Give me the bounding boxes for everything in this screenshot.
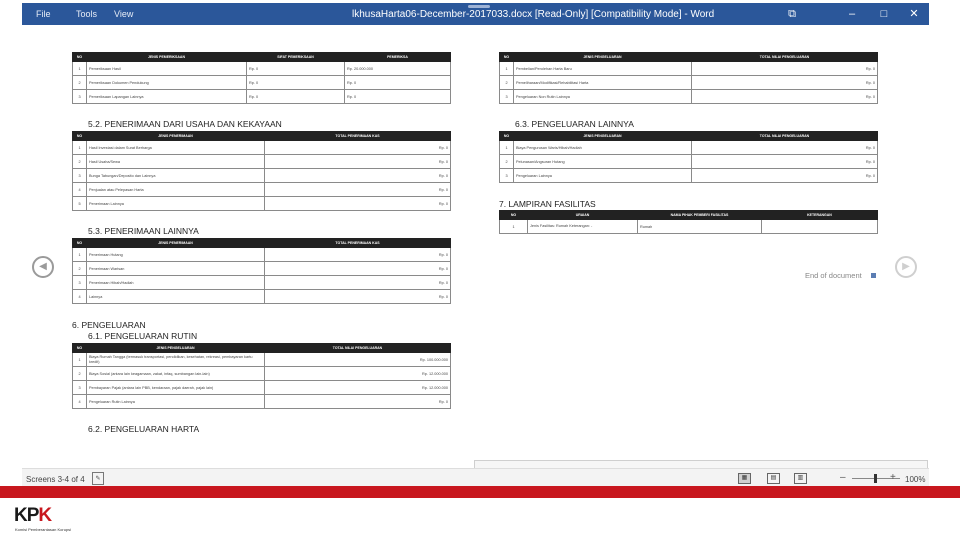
table-row xyxy=(500,155,878,169)
table-5-2 xyxy=(72,131,451,211)
table-cell: Biaya Pengurusan Waris/Hibah/Hadiah xyxy=(514,141,692,155)
table-cell: 5 xyxy=(73,197,87,211)
web-layout-view-button[interactable]: ▥ xyxy=(794,473,807,484)
table-cell: Rp. 20.000.000 xyxy=(345,62,451,76)
heading-6-2: 6.2. PENGELUARAN HARTA xyxy=(88,424,200,434)
table-row xyxy=(73,76,451,90)
table-cell: Rp. 0 xyxy=(345,76,451,90)
heading-6-1: 6.1. PENGELUARAN RUTIN xyxy=(88,331,198,341)
column-header: NO xyxy=(73,239,87,248)
zoom-level[interactable]: 100% xyxy=(905,475,926,484)
table-cell: 4 xyxy=(73,395,87,409)
print-layout-view-button[interactable]: ▤ xyxy=(767,473,780,484)
table-cell: 2 xyxy=(73,76,87,90)
column-header: NO xyxy=(500,132,514,141)
maximize-button[interactable]: □ xyxy=(880,8,888,20)
table-cell: 2 xyxy=(500,76,514,90)
document-view[interactable] xyxy=(22,25,929,458)
table-cell: Hasil Usaha/Sewa xyxy=(87,155,265,169)
column-header: JENIS PENGELUARAN xyxy=(87,344,265,353)
kpk-logo-subtitle: Komisi Pemberantasan Korupsi xyxy=(15,527,72,532)
table-cell: 1 xyxy=(73,141,87,155)
table-row xyxy=(73,290,451,304)
column-header: KETERANGAN xyxy=(762,211,878,220)
table-cell: 4 xyxy=(73,183,87,197)
heading-7: 7. LAMPIRAN FASILITAS xyxy=(499,199,596,209)
column-header: NO xyxy=(73,344,87,353)
table-header-row xyxy=(500,211,878,220)
document-title: lkhusaHarta06-December-2017033.docx [Read-Only] [Compatibility Mode] - Word xyxy=(352,9,715,20)
table-cell: Biaya Sosial (antara lain keagamaan, zakat, infaq, sumbangan lain-lain) xyxy=(87,367,265,381)
table-cell: Rp. 0 xyxy=(247,90,345,104)
column-header: SIFAT PEMERIKSAAN xyxy=(247,53,345,62)
column-header: NAMA PIHAK PEMBERI FASILITAS xyxy=(638,211,762,220)
table-pemeriksaan xyxy=(72,52,451,104)
table-cell: Rp. 0 xyxy=(692,62,878,76)
table-cell: Rp. 0 xyxy=(265,169,451,183)
zoom-slider-handle[interactable] xyxy=(874,474,877,483)
table-cell: 2 xyxy=(500,155,514,169)
menu-tools[interactable]: Tools xyxy=(76,9,98,19)
table-cell: Rp. 0 xyxy=(692,141,878,155)
table-row xyxy=(500,169,878,183)
table-cell: Penerimaan Lainnya xyxy=(87,197,265,211)
column-header: JENIS PENERIMAAN xyxy=(87,239,265,248)
table-cell: Penerimaan Warisan xyxy=(87,262,265,276)
table-cell: Rp. 0 xyxy=(265,141,451,155)
table-header-row xyxy=(500,53,878,62)
table-cell: Rp. 0 xyxy=(247,62,345,76)
heading-5-2: 5.2. PENERIMAAN DARI USAHA DAN KEKAYAAN xyxy=(88,119,282,129)
word-title-bar xyxy=(22,3,929,25)
column-header: JENIS PENGELUARAN xyxy=(514,132,692,141)
proofing-icon[interactable]: ✎ xyxy=(92,472,104,485)
table-cell: Pengeluaran Non Rutin Lainnya xyxy=(514,90,692,104)
read-mode-view-button[interactable]: ▦ xyxy=(738,473,751,484)
column-header: JENIS PENGELUARAN xyxy=(514,53,692,62)
table-cell: 1 xyxy=(500,141,514,155)
table-cell: Rp. 12.000.000 xyxy=(265,381,451,395)
column-header: JENIS PEMERIKSAAN xyxy=(87,53,247,62)
table-cell: Rp. 0 xyxy=(265,248,451,262)
table-cell: 1 xyxy=(500,220,528,234)
table-cell: 3 xyxy=(500,90,514,104)
table-cell: Pengeluaran Lainnya xyxy=(514,169,692,183)
table-cell: 2 xyxy=(73,367,87,381)
menu-view[interactable]: View xyxy=(114,9,134,19)
column-header: PEMERIKSA xyxy=(345,53,451,62)
table-header-row xyxy=(500,132,878,141)
table-row xyxy=(73,183,451,197)
table-row xyxy=(73,248,451,262)
column-header: NO xyxy=(73,53,87,62)
table-cell: 3 xyxy=(73,169,87,183)
table-row xyxy=(73,395,451,409)
table-cell: Pengeluaran Rutin Lainnya xyxy=(87,395,265,409)
table-header-row xyxy=(73,344,451,353)
table-cell: Rp. 0 xyxy=(265,262,451,276)
table-cell: Biaya Rumah Tangga (termasuk transportasi, pendidikan, kesehatan, rekreasi, pembayaran kartu kredit) xyxy=(87,353,265,367)
column-header: TOTAL PENERIMAAN KAS xyxy=(265,239,451,248)
table-cell: Lainnya xyxy=(87,290,265,304)
title-bar-grip[interactable] xyxy=(468,5,490,8)
heading-6-3: 6.3. PENGELUARAN LAINNYA xyxy=(515,119,634,129)
table-row xyxy=(73,276,451,290)
minimize-button[interactable]: – xyxy=(848,8,856,20)
table-cell: 1 xyxy=(73,62,87,76)
table-header-row xyxy=(73,239,451,248)
heading-5-3: 5.3. PENERIMAAN LAINNYA xyxy=(88,226,199,236)
table-cell: Rp. 0 xyxy=(692,76,878,90)
table-cell: Rp. 0 xyxy=(265,276,451,290)
table-row xyxy=(73,90,451,104)
table-7 xyxy=(499,210,878,234)
table-cell: Rp. 0 xyxy=(265,183,451,197)
table-cell: 2 xyxy=(73,155,87,169)
red-footer-band xyxy=(0,486,960,498)
table-cell: Rp. 0 xyxy=(247,76,345,90)
column-header: TOTAL NILAI PENGELUARAN xyxy=(265,344,451,353)
zoom-in-button[interactable]: + xyxy=(890,472,896,483)
close-button[interactable]: ✕ xyxy=(909,8,919,20)
kpk-logo-mark: KPK xyxy=(14,505,52,526)
table-row xyxy=(73,141,451,155)
end-of-document-label: End of document xyxy=(805,271,862,280)
column-header: TOTAL NILAI PENGELUARAN xyxy=(692,53,878,62)
table-cell: 4 xyxy=(73,290,87,304)
table-cell: 3 xyxy=(500,169,514,183)
restore-icon[interactable]: ⧉ xyxy=(788,8,796,20)
table-cell: 3 xyxy=(73,276,87,290)
column-header: NO xyxy=(500,53,514,62)
column-header: TOTAL NILAI PENGELUARAN xyxy=(692,132,878,141)
table-cell: Rp. 12.000.000 xyxy=(265,367,451,381)
column-header: NO xyxy=(500,211,528,220)
table-cell: Rp. 0 xyxy=(692,90,878,104)
table-header-row xyxy=(73,53,451,62)
column-header: URAIAN xyxy=(528,211,638,220)
table-cell: 3 xyxy=(73,381,87,395)
table-row xyxy=(73,367,451,381)
table-row xyxy=(73,62,451,76)
table-cell: Pemeriksaan Dokumen Pendukung xyxy=(87,76,247,90)
table-row xyxy=(73,262,451,276)
table-row xyxy=(73,169,451,183)
column-header: JENIS PENERIMAAN xyxy=(87,132,265,141)
table-cell: Pemeliharaan/Modifikasi/Rehabilitasi Harta xyxy=(514,76,692,90)
column-header: TOTAL PENERIMAAN KAS xyxy=(265,132,451,141)
table-cell: Rp. 0 xyxy=(265,197,451,211)
table-cell: Pembayaran Pajak (antara lain PBB, kendaraan, pajak daerah, pajak lain) xyxy=(87,381,265,395)
table-row xyxy=(73,381,451,395)
table-cell: Rumah xyxy=(638,220,762,234)
table-cell: Bunga Tabungan/Deposito dan Lainnya xyxy=(87,169,265,183)
end-of-document-marker xyxy=(871,273,876,278)
heading-6: 6. PENGELUARAN xyxy=(72,320,146,330)
table-row xyxy=(500,76,878,90)
zoom-out-button[interactable]: – xyxy=(840,472,846,483)
table-cell: 1 xyxy=(73,353,87,367)
table-cell: Penerimaan Hutang xyxy=(87,248,265,262)
table-cell: Rp. 0 xyxy=(265,395,451,409)
table-cell: Penerimaan Hibah/Hadiah xyxy=(87,276,265,290)
table-row xyxy=(73,197,451,211)
table-6-3 xyxy=(499,131,878,183)
table-cell: Pemeriksaan Lapangan Lainnya xyxy=(87,90,247,104)
previous-screen-button[interactable]: ◀ xyxy=(32,256,54,278)
status-bar xyxy=(22,468,929,488)
table-cell: Penjualan atau Pelepasan Harta xyxy=(87,183,265,197)
table-cell: Rp. 0 xyxy=(692,169,878,183)
table-cell: Pembelian/Perolehan Harta Baru xyxy=(514,62,692,76)
table-cell: Rp. 0 xyxy=(345,90,451,104)
table-cell: 3 xyxy=(73,90,87,104)
table-cell xyxy=(762,220,878,234)
table-row xyxy=(500,220,878,234)
table-row xyxy=(73,353,451,367)
table-row xyxy=(500,141,878,155)
table-row xyxy=(73,155,451,169)
table-row xyxy=(500,90,878,104)
table-cell: 1 xyxy=(73,248,87,262)
menu-file[interactable]: File xyxy=(36,9,51,19)
page-count[interactable]: Screens 3-4 of 4 xyxy=(26,475,85,484)
column-header: NO xyxy=(73,132,87,141)
table-row xyxy=(500,62,878,76)
table-cell: Pelunasan/Angsuran Hutang xyxy=(514,155,692,169)
table-cell: Rp. 0 xyxy=(265,155,451,169)
table-cell: Hasil Investasi dalam Surat Berharga xyxy=(87,141,265,155)
table-6-1 xyxy=(72,343,451,409)
table-header-row xyxy=(73,132,451,141)
table-cell: 2 xyxy=(73,262,87,276)
table-cell: 1 xyxy=(500,62,514,76)
table-cell: Jenis Fasilitas: Rumah Keterangan: - xyxy=(528,220,638,234)
table-cell: Rp. 0 xyxy=(692,155,878,169)
table-cell: Pemeriksaan Hasil xyxy=(87,62,247,76)
kpk-logo xyxy=(14,505,104,535)
table-cell: Rp. 100.000.000 xyxy=(265,353,451,367)
next-screen-button[interactable]: ▶ xyxy=(895,256,917,278)
table-cell: Rp. 0 xyxy=(265,290,451,304)
table-6-2 xyxy=(499,52,878,104)
table-5-3 xyxy=(72,238,451,304)
